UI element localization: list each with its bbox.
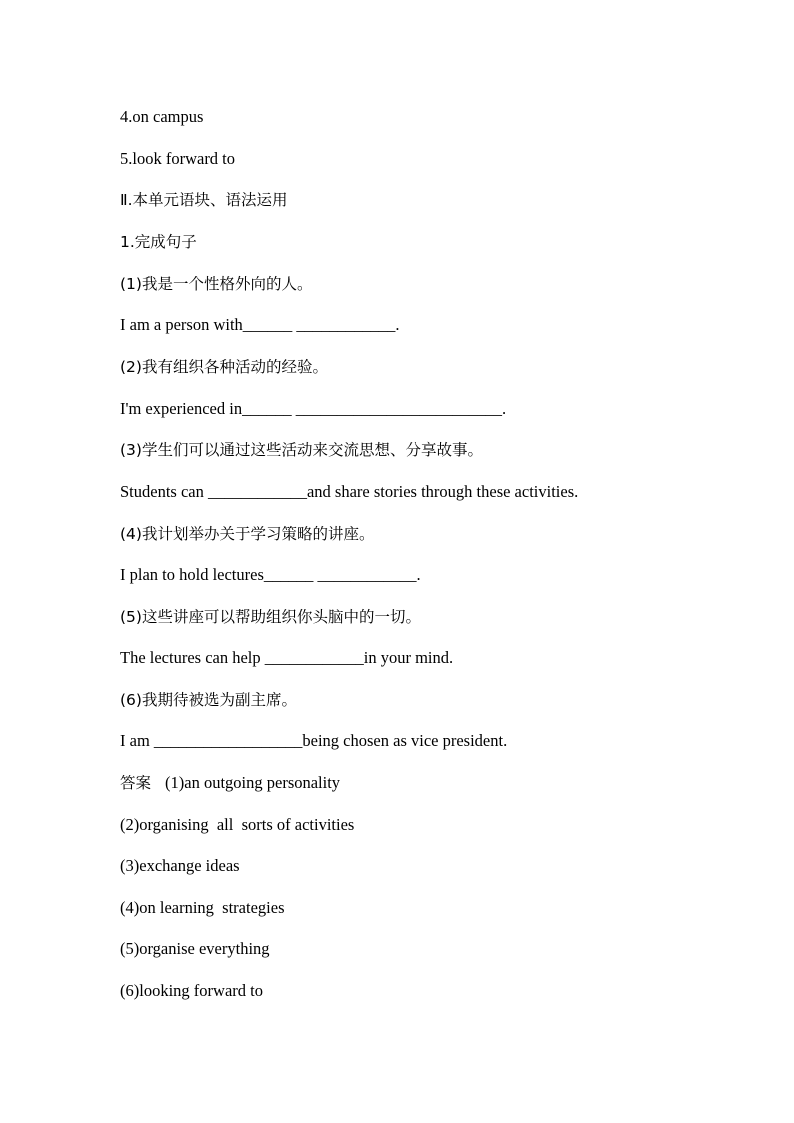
subsection-heading: 1.完成句子 [120, 233, 197, 251]
answer-item-1: (1)an outgoing personality [165, 773, 341, 792]
question-3-prompt: (3)学生们可以通过这些活动来交流思想、分享故事。 [120, 441, 483, 459]
question-2-prompt: (2)我有组织各种活动的经验。 [120, 358, 328, 376]
section-heading: Ⅱ.本单元语块、语法运用 [120, 191, 288, 209]
answer-item-6: (6)looking forward to [120, 981, 263, 1000]
answer-item-2: (2)organising all sorts of activities [120, 815, 355, 834]
answer-item-5: (5)organise everything [120, 939, 270, 958]
question-5-sentence: The lectures can help ____________in your mind. [120, 648, 454, 667]
question-6-sentence: I am __________________being chosen as vice president. [120, 731, 508, 750]
question-5-prompt: (5)这些讲座可以帮助组织你头脑中的一切。 [120, 608, 421, 626]
question-3-sentence: Students can ____________and share stories through these activities. [120, 482, 579, 501]
question-2-sentence: I'm experienced in______ _________________________. [120, 399, 507, 418]
answer-label: 答案 [120, 774, 152, 792]
answer-item-3: (3)exchange ideas [120, 856, 240, 875]
phrase-item-4: 4.on campus [120, 107, 204, 126]
answer-item-4: (4)on learning strategies [120, 898, 285, 917]
question-1-prompt: (1)我是一个性格外向的人。 [120, 275, 313, 293]
question-4-prompt: (4)我计划举办关于学习策略的讲座。 [120, 525, 375, 543]
question-6-prompt: (6)我期待被选为副主席。 [120, 691, 297, 709]
answer-line-1 [120, 773, 340, 793]
question-4-sentence: I plan to hold lectures______ ____________. [120, 565, 421, 584]
phrase-item-5: 5.look forward to [120, 149, 236, 168]
question-1-sentence: I am a person with______ ____________. [120, 315, 400, 334]
